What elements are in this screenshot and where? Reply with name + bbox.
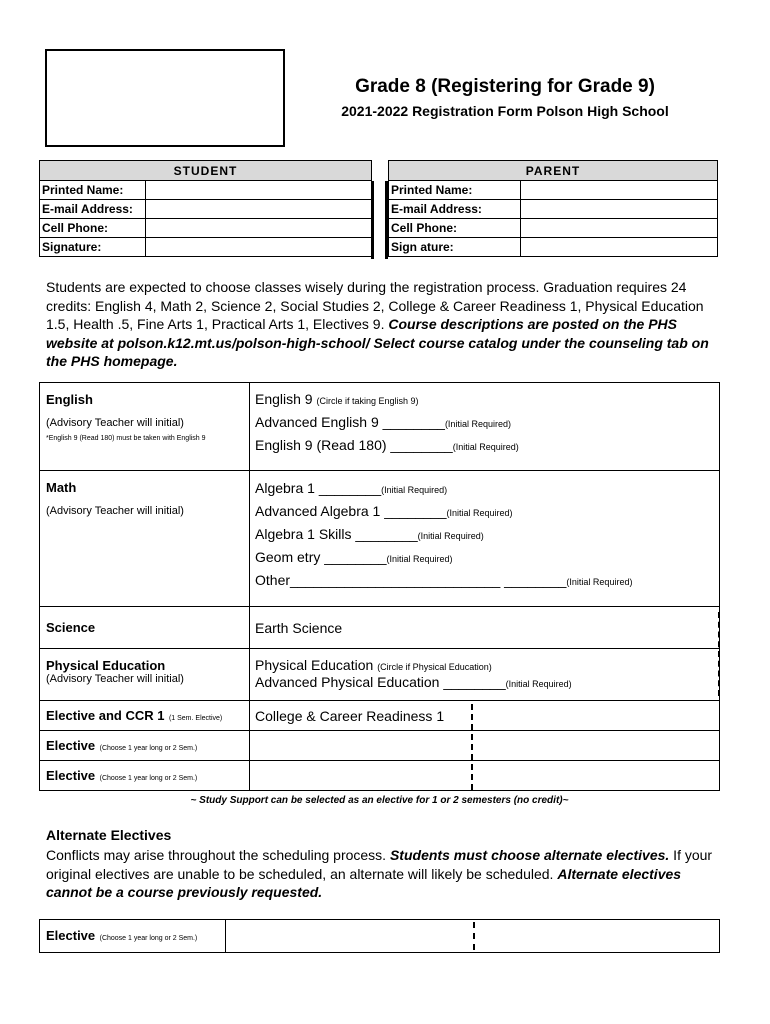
english-advisory-note: (Advisory Teacher will initial) [46, 417, 184, 429]
english-read180-note: *English 9 (Read 180) must be taken with English 9 [46, 435, 206, 442]
dashed-divider-right [718, 612, 720, 696]
student-table-edge [371, 181, 374, 259]
course-selection-table [39, 382, 720, 791]
english-9-read180-option[interactable]: English 9 (Read 180) ________(Initial Required) [255, 437, 519, 453]
parent-printed-name-label: Printed Name: [389, 181, 521, 200]
elective-2-note: (Choose 1 year long or 2 Sem.) [99, 774, 198, 782]
student-email-label: E-mail Address: [40, 200, 146, 219]
elective-1-note: (Choose 1 year long or 2 Sem.) [99, 744, 198, 752]
science-label: Science [46, 620, 96, 635]
student-email-field[interactable] [146, 200, 372, 219]
parent-info-table [388, 160, 718, 257]
intro-text: Students are expected to choose classes wisely during the registration process. Graduation requires 24 credits: English 4, Math 2, Science 2, Social Studies 2, College & Career Readiness 1, Physical Education 1.5, Health .5, Fine Arts 1, Practical Arts 1, Electives 9. [46, 279, 704, 332]
pe-advisory-note: (Advisory Teacher will initial) [46, 673, 184, 685]
other-math-option[interactable]: Other___________________________ ________(Initial Required) [255, 572, 633, 588]
parent-table-edge [385, 181, 388, 259]
course-row-elective-ccr [40, 701, 720, 731]
intro-paragraph [46, 278, 721, 371]
parent-signature-label: Sign ature: [389, 238, 521, 257]
alternate-electives-heading: Alternate Electives [46, 827, 172, 843]
advanced-pe-option[interactable]: Advanced Physical Education ________(Initial Required) [255, 674, 572, 690]
alternate-electives-paragraph: Conflicts may arise throughout the scheduling process. Students must choose alternate electives. If your original electives are unable to be scheduled, an alternate will likely be scheduled. Alternate electives cannot be a course previously requested. [46, 847, 713, 900]
course-row-elective-2 [40, 761, 720, 791]
elective-ccr-note: (1 Sem. Elective) [168, 714, 223, 722]
course-row-pe [40, 649, 720, 701]
elective-2-label: Elective [46, 767, 96, 783]
elective-1-field[interactable] [250, 731, 720, 761]
elective-ccr-label: Elective and CCR 1 [46, 707, 165, 723]
algebra-1-option[interactable]: Algebra 1 ________(Initial Required) [255, 480, 448, 496]
geometry-option[interactable]: Geom etry ________(Initial Required) [255, 549, 453, 565]
page-title: Grade 8 (Registering for Grade 9) [355, 76, 655, 97]
advanced-algebra-1-option[interactable]: Advanced Algebra 1 ________(Initial Required) [255, 503, 513, 519]
page-subtitle: 2021-2022 Registration Form Polson High School [341, 103, 669, 119]
pe-label: Physical Education [46, 658, 166, 673]
course-row-math [40, 471, 720, 607]
alternate-elective-label: Elective [46, 928, 96, 943]
parent-cell-phone-field[interactable] [521, 219, 718, 238]
study-support-note: ~ Study Support can be selected as an elective for 1 or 2 semesters (no credit)~ [190, 795, 569, 806]
parent-printed-name-field[interactable] [521, 181, 718, 200]
math-label: Math [46, 480, 77, 495]
ccr-1-option[interactable]: College & Career Readiness 1 [255, 707, 445, 724]
course-row-english [40, 383, 720, 471]
student-printed-name-label: Printed Name: [40, 181, 146, 200]
intro-emphasis: Course descriptions are posted on the PHS website at polson.k12.mt.us/polson-high-school/ Select course catalog under the counseling tab on the PHS homepage. [46, 316, 709, 369]
alternate-elective-row [40, 920, 720, 953]
alternate-elective-table [39, 919, 720, 953]
parent-email-label: E-mail Address: [389, 200, 521, 219]
parent-cell-phone-label: Cell Phone: [389, 219, 521, 238]
photo-box [45, 49, 285, 147]
parent-signature-field[interactable] [521, 238, 718, 257]
course-row-science [40, 607, 720, 649]
dashed-divider-electives [471, 704, 473, 790]
algebra-1-skills-option[interactable]: Algebra 1 Skills ________(Initial Required) [255, 526, 484, 542]
student-heading: STUDENT [40, 161, 372, 181]
student-printed-name-field[interactable] [146, 181, 372, 200]
parent-heading: PARENT [389, 161, 718, 181]
student-cell-phone-field[interactable] [146, 219, 372, 238]
student-signature-field[interactable] [146, 238, 372, 257]
english-9-option[interactable]: English 9 (Circle if taking English 9) [255, 391, 419, 407]
student-info-table [39, 160, 372, 257]
elective-2-field[interactable] [250, 761, 720, 791]
dashed-divider-alternate [473, 922, 475, 950]
math-advisory-note: (Advisory Teacher will initial) [46, 505, 184, 517]
elective-1-label: Elective [46, 737, 96, 753]
student-signature-label: Signature: [40, 238, 146, 257]
alternate-elective-note: (Choose 1 year long or 2 Sem.) [99, 935, 198, 942]
physical-education-option[interactable]: Physical Education (Circle if Physical Education) [255, 657, 492, 673]
student-cell-phone-label: Cell Phone: [40, 219, 146, 238]
earth-science-option[interactable]: Earth Science [255, 619, 343, 636]
course-row-elective-1 [40, 731, 720, 761]
advanced-english-9-option[interactable]: Advanced English 9 ________(Initial Required) [255, 414, 511, 430]
english-label: English [46, 392, 93, 407]
parent-email-field[interactable] [521, 200, 718, 219]
